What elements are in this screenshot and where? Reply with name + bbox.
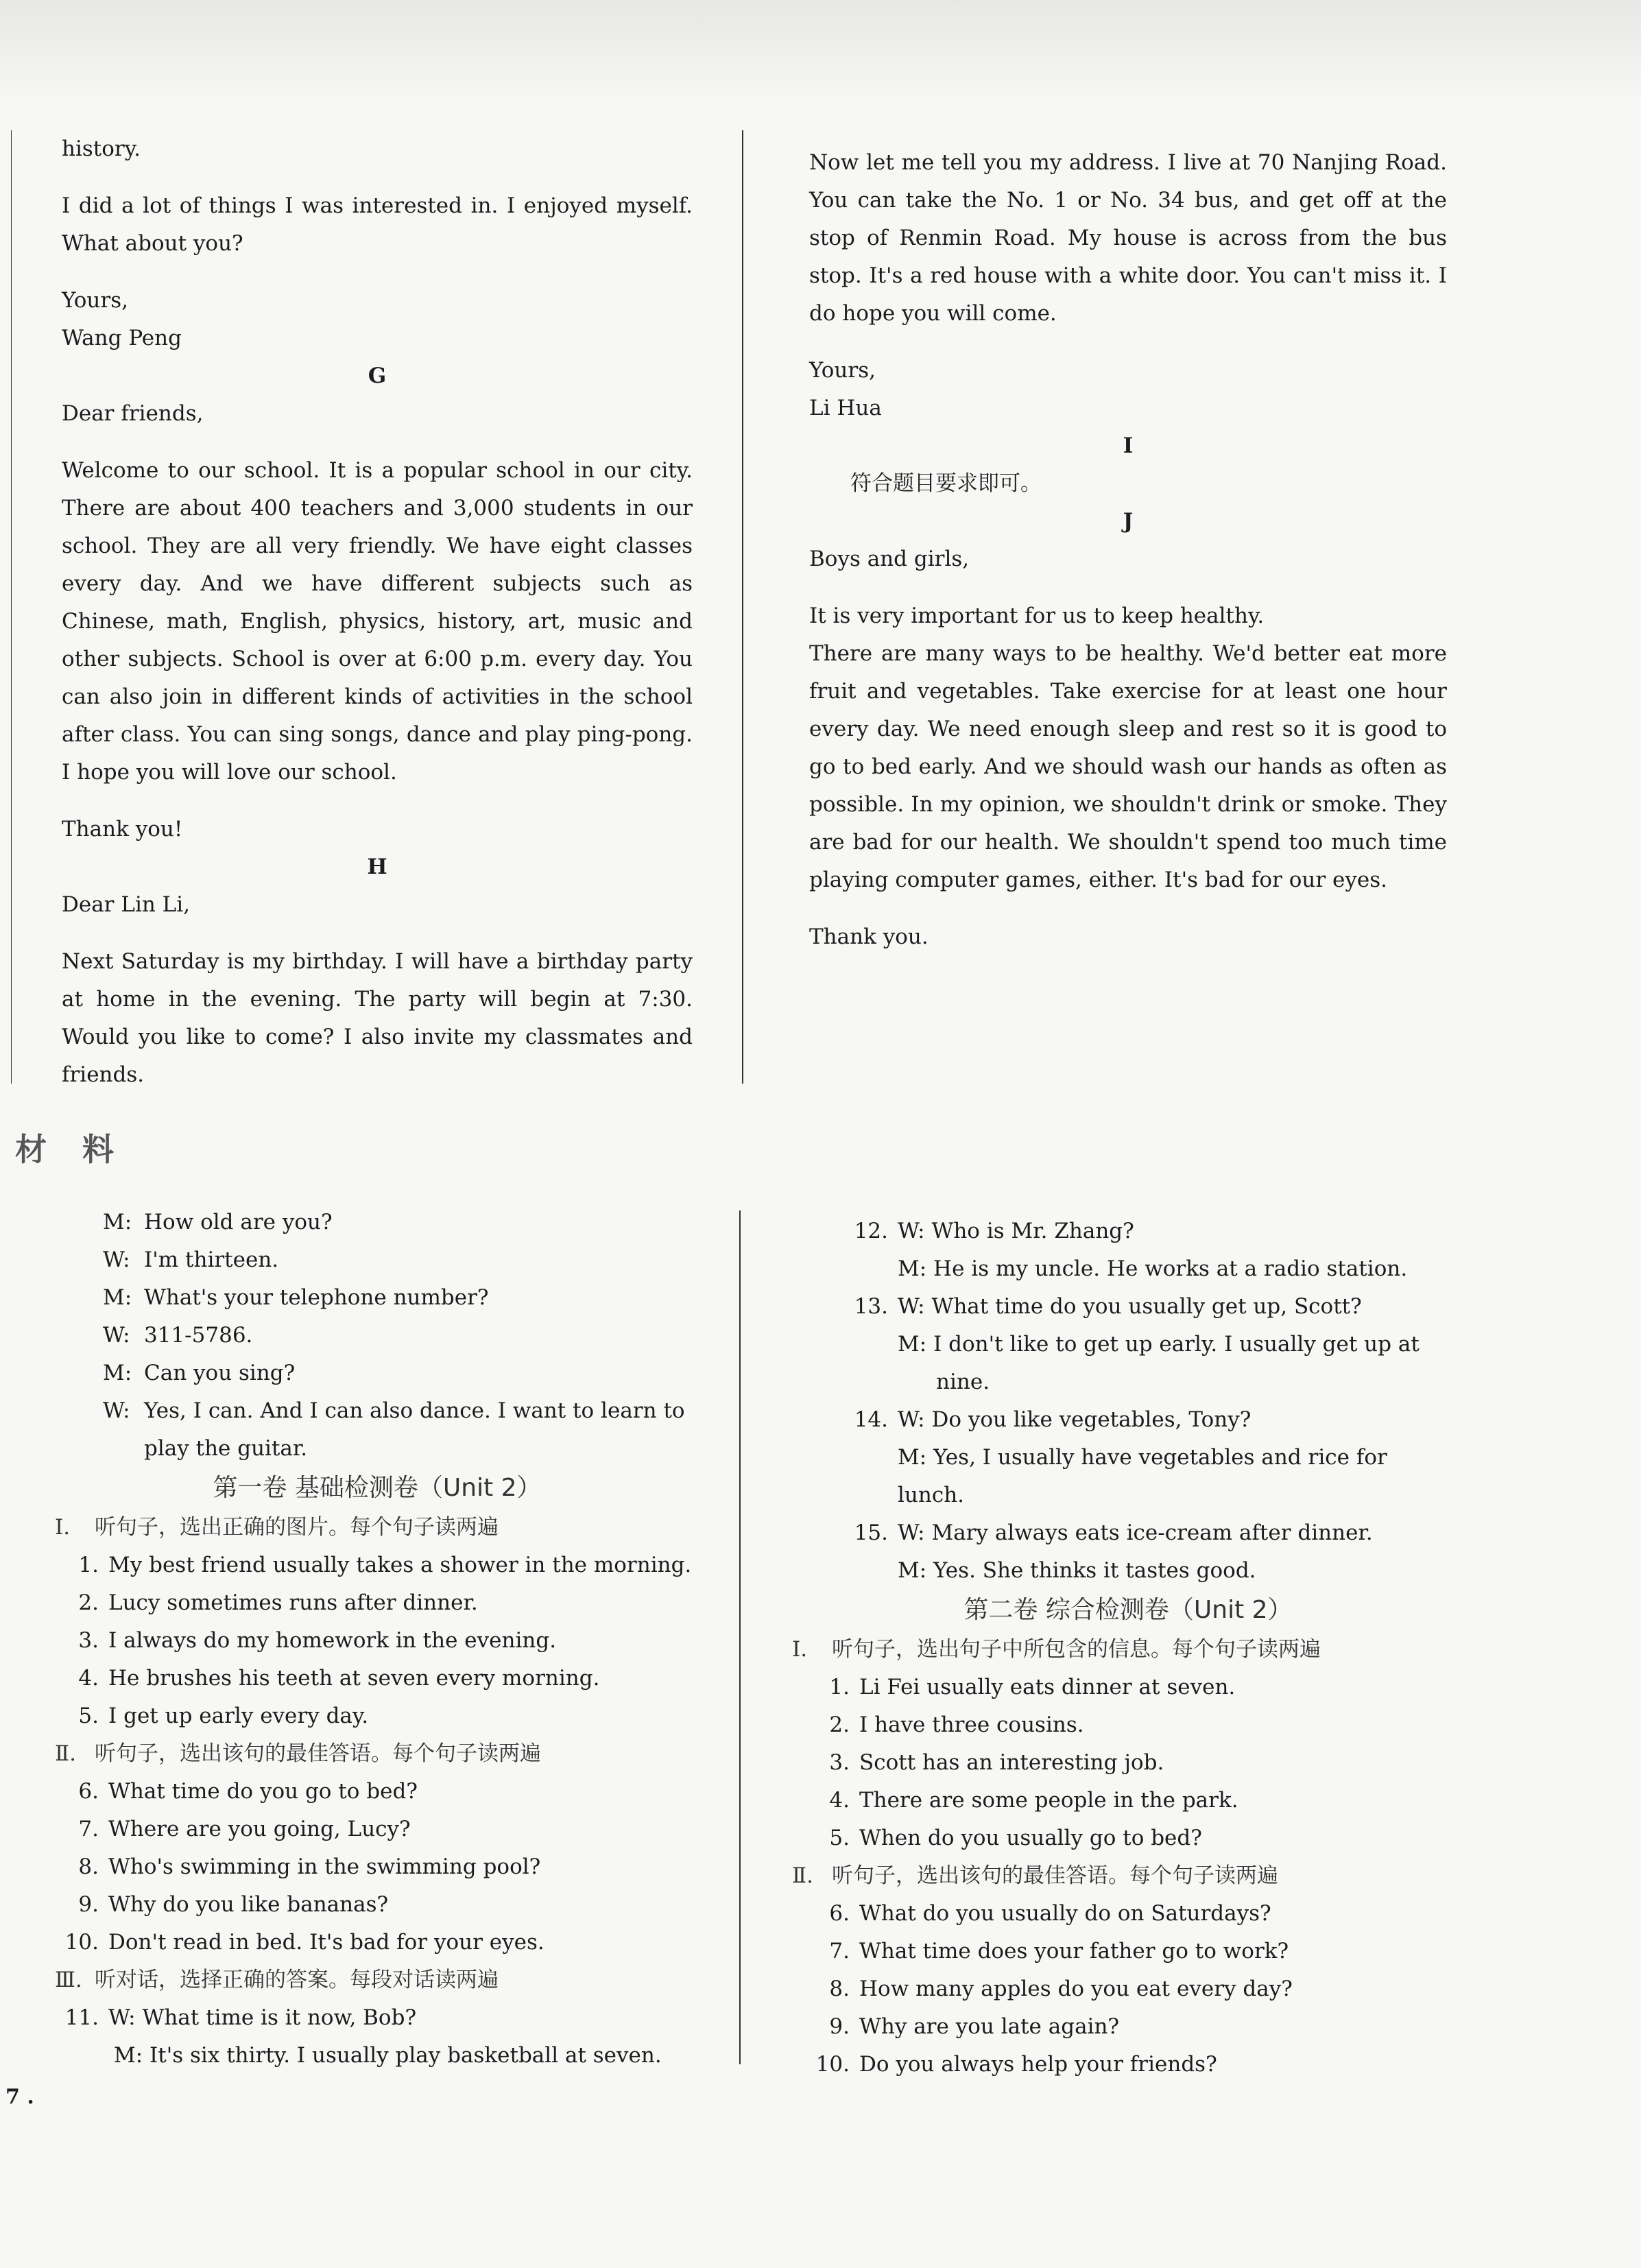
question-item: 4. There are some people in the park. bbox=[829, 1788, 1238, 1813]
section-label-i: I bbox=[1123, 433, 1134, 458]
question-item: 2. I have three cousins. bbox=[829, 1712, 1084, 1737]
letter-body: Welcome to our school. It is a popular school in our city. There are about 400 teachers and 3,000 students in our school. They are all very friendly. We have eight classes every day. And we have different subjects such as Chinese, math, English, physics, history, art, music and other subjects. School is over at 6:00 p.m. every day. You can also join in different kinds of activities in the school after class. You can sing songs, dance and play ping-pong. I hope you will love our school. bbox=[62, 458, 693, 785]
section-label-j: J bbox=[1123, 509, 1134, 534]
dialog-block bbox=[55, 1204, 699, 1468]
dialog-line: W: Yes, I can. And I can also dance. I want to learn to play the guitar. bbox=[103, 1398, 685, 1461]
question-item: 1. My best friend usually takes a shower in the morning. bbox=[78, 1553, 692, 1577]
part-instruction: Ⅱ. 听句子，选出该句的最佳答语。每个句子读两遍 bbox=[792, 1863, 1278, 1888]
scan-shadow bbox=[0, 0, 1641, 103]
closing: Thank you. bbox=[809, 924, 929, 949]
dialog-line: M: What's your telephone number? bbox=[103, 1285, 489, 1310]
section-title: 材 料 bbox=[15, 1131, 127, 1168]
dialog-line: W: 311-5786. bbox=[103, 1323, 253, 1348]
section-label-g: G bbox=[368, 363, 387, 388]
text-line: history. bbox=[62, 136, 141, 161]
top-left-column bbox=[62, 130, 693, 1094]
part-instruction: Ⅰ. 听句子，选出句子中所包含的信息。每个句子读两遍 bbox=[792, 1637, 1321, 1662]
question-item: 5. When do you usually go to bed? bbox=[829, 1826, 1202, 1850]
page-mark: 7 . bbox=[5, 2085, 34, 2109]
margin-rule bbox=[11, 130, 12, 1084]
dialog-item: M: It's six thirty. I usually play basketball at seven. bbox=[114, 2043, 662, 2068]
dialog-item: M: Yes. She thinks it tastes good. bbox=[898, 1558, 1256, 1583]
question-item: 8. How many apples do you eat every day? bbox=[829, 1977, 1293, 2001]
closing-yours: Yours, bbox=[62, 288, 128, 313]
greeting: Dear Lin Li, bbox=[62, 892, 191, 917]
section-label-h: H bbox=[367, 855, 387, 879]
dialog-item: 15. W: Mary always eats ice-cream after dinner. bbox=[854, 1520, 1373, 1545]
question-item: 4. He brushes his teeth at seven every morning. bbox=[78, 1666, 600, 1691]
dialog-line: M: Can you sing? bbox=[103, 1361, 296, 1385]
dialog-item: 14. W: Do you like vegetables, Tony? bbox=[854, 1407, 1251, 1432]
answer-note: 符合题目要求即可。 bbox=[850, 471, 1042, 496]
closing-yours: Yours, bbox=[809, 358, 876, 383]
question-item: 9. Why are you late again? bbox=[829, 2014, 1120, 2039]
letter-body: Now let me tell you my address. I live at 70 Nanjing Road. You can take the No. 1 or No. 34 bus, and get off at the stop of Renmin Road. My house is across from the bus stop. It's a red house with a white door. You can't miss it. I do hope you will come. bbox=[809, 150, 1447, 326]
question-item: 9. Why do you like bananas? bbox=[78, 1892, 389, 1917]
dialog-item: 13. W: What time do you usually get up, Scott? bbox=[854, 1294, 1362, 1319]
dialog-item: 12. W: Who is Mr. Zhang? bbox=[854, 1219, 1134, 1243]
bottom-right-column bbox=[792, 1213, 1450, 2084]
question-item: 6. What do you usually do on Saturdays? bbox=[829, 1901, 1271, 1926]
question-item: 6. What time do you go to bed? bbox=[78, 1779, 418, 1804]
question-item: 3. I always do my homework in the evening. bbox=[78, 1628, 557, 1653]
dialog-line: W: I'm thirteen. bbox=[103, 1248, 279, 1272]
question-item: 10. Do you always help your friends? bbox=[815, 2052, 1217, 2077]
text-line: I did a lot of things I was interested in. I enjoyed myself. What about you? bbox=[62, 193, 693, 256]
column-divider bbox=[742, 130, 743, 1084]
question-item: 3. Scott has an interesting job. bbox=[829, 1750, 1164, 1775]
question-item: 1. Li Fei usually eats dinner at seven. bbox=[829, 1675, 1236, 1699]
dialog-item: M: Yes, I usually have vegetables and rice for lunch. bbox=[898, 1445, 1387, 1507]
text-line: It is very important for us to keep healthy. bbox=[809, 604, 1265, 628]
part-instruction: Ⅰ. 听句子，选出正确的图片。每个句子读两遍 bbox=[55, 1515, 499, 1540]
greeting: Dear friends, bbox=[62, 401, 204, 426]
question-item: 8. Who's swimming in the swimming pool? bbox=[78, 1854, 541, 1879]
signature: Li Hua bbox=[809, 396, 882, 420]
top-right-column bbox=[809, 144, 1447, 956]
dialog-item: M: He is my uncle. He works at a radio station. bbox=[898, 1256, 1408, 1281]
question-item: 5. I get up early every day. bbox=[78, 1704, 369, 1728]
column-divider bbox=[739, 1210, 741, 2064]
part-instruction: Ⅲ. 听对话，选择正确的答案。每段对话读两遍 bbox=[55, 1968, 499, 1992]
question-item: 10. Don't read in bed. It's bad for your eyes. bbox=[64, 1930, 544, 1955]
dialog-item: M: I don't like to get up early. I usually get up at nine. bbox=[898, 1332, 1420, 1394]
dialog-line: M: How old are you? bbox=[103, 1210, 333, 1234]
question-item: 7. Where are you going, Lucy? bbox=[78, 1817, 411, 1841]
dialog-item: 11. W: What time is it now, Bob? bbox=[64, 2005, 417, 2030]
letter-body: Next Saturday is my birthday. I will have a birthday party at home in the evening. The party will begin at 7:30. Would you like to come? I also invite my classmates and friends. bbox=[62, 949, 693, 1087]
letter-body: There are many ways to be healthy. We'd better eat more fruit and vegetables. Take exercise for at least one hour every day. We need enough sleep and rest so it is good to go to bed early. And we should wash our hands as often as possible. In my opinion, we shouldn't drink or smoke. They are bad for our health. We shouldn't spend too much time playing computer games, either. It's bad for our eyes. bbox=[809, 641, 1447, 892]
closing: Thank you! bbox=[62, 817, 183, 841]
paper-title: 第一卷 基础检测卷（Unit 2） bbox=[213, 1474, 542, 1502]
signature: Wang Peng bbox=[62, 326, 182, 350]
part-instruction: Ⅱ. 听句子，选出该句的最佳答语。每个句子读两遍 bbox=[55, 1741, 541, 1766]
greeting: Boys and girls, bbox=[809, 547, 970, 571]
question-item: 2. Lucy sometimes runs after dinner. bbox=[78, 1590, 478, 1615]
paper-title: 第二卷 综合检测卷（Unit 2） bbox=[963, 1596, 1293, 1624]
question-item: 7. What time does your father go to work? bbox=[829, 1939, 1289, 1963]
bottom-left-column bbox=[55, 1204, 699, 2075]
